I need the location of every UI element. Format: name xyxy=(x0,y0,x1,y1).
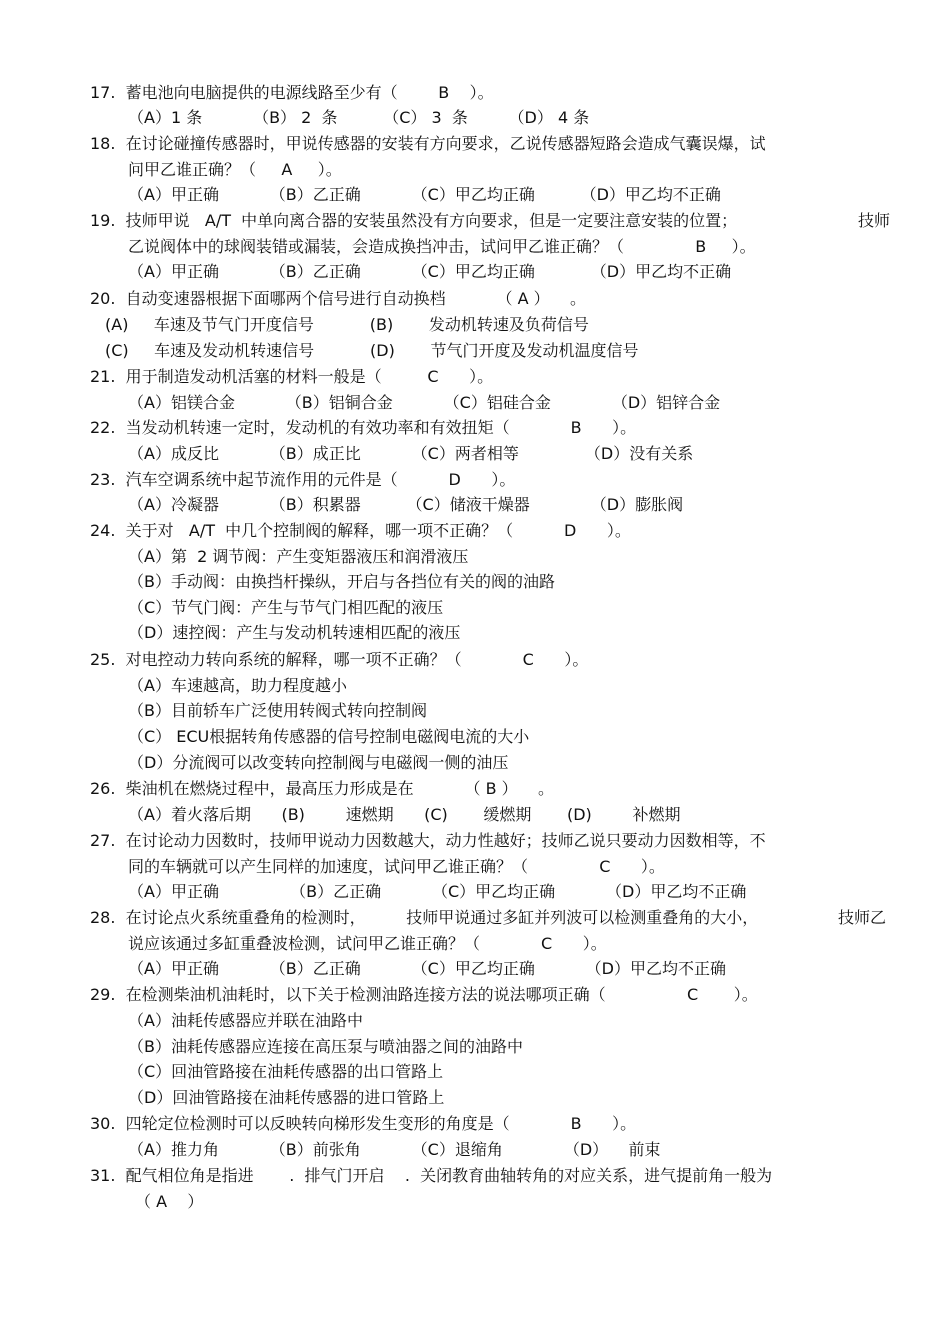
q29-option-c: （C）回油管路接在油耗传感器的出口管路上 xyxy=(128,1062,444,1081)
q21-options: （A）铝镁合金 （B）铝铜合金 （C）铝硅合金 （D）铝锌合金 xyxy=(128,393,721,412)
q31-question: 31. 配气相位角是指进 . 排气门开启 . 关闭教育曲轴转角的对应关系，进气提前角一般为 xyxy=(90,1166,773,1185)
q20-options-ab: (A) 车速及节气门开度信号 (B) 发动机转速及负荷信号 xyxy=(105,315,589,334)
q21-question: 21. 用于制造发动机活塞的材料一般是（ C ）。 xyxy=(90,367,494,386)
q17-options: （A）1 条 （B） 2 条 （C） 3 条 （D） 4 条 xyxy=(128,108,590,127)
q18-question: 18. 在讨论碰撞传感器时，甲说传感器的安装有方向要求，乙说传感器短路会造成气囊误爆，试 xyxy=(90,134,766,153)
q20-question: 20. 自动变速器根据下面哪两个信号进行自动换档 （ A ） 。 xyxy=(90,289,586,308)
q28-question-right: 技师乙 xyxy=(838,908,887,927)
q30-options: （A）推力角 （B）前张角 （C）退缩角 （D） 前束 xyxy=(128,1140,661,1159)
q22-options: （A）成反比 （B）成正比 （C）两者相等 （D）没有关系 xyxy=(128,444,694,463)
q23-options: （A）冷凝器 （B）积累器 （C）储液干燥器 （D）膨胀阀 xyxy=(128,495,684,514)
q25-question: 25. 对电控动力转向系统的解释，哪一项不正确？（ C ）。 xyxy=(90,650,589,669)
q24-question: 24. 关于对 A/T 中几个控制阀的解释，哪一项不正确？（ D ）。 xyxy=(90,521,631,540)
q28-question-cont: 说应该通过多缸重叠波检测，试问甲乙谁正确？（ C ）。 xyxy=(128,934,607,953)
q30-question: 30. 四轮定位检测时可以反映转向梯形发生变形的角度是（ B ）。 xyxy=(90,1114,637,1133)
q18-question-cont: 问甲乙谁正确？（ A ）。 xyxy=(128,160,342,179)
q19-question-right: 技师 xyxy=(858,211,891,230)
q27-options: （A）甲正确 （B）乙正确 （C）甲乙均正确 （D）甲乙均不正确 xyxy=(128,882,747,901)
q19-question: 19. 技师甲说 A/T 中单向离合器的安装虽然没有方向要求，但是一定要注意安装的位置； xyxy=(90,211,738,230)
q29-question: 29. 在检测柴油机油耗时，以下关于检测油路连接方法的说法哪项正确（ C ）。 xyxy=(90,985,758,1004)
q23-question: 23. 汽车空调系统中起节流作用的元件是（ D ）。 xyxy=(90,470,516,489)
q24-option-c: （C）节气门阀：产生与节气门相匹配的液压 xyxy=(128,598,444,617)
q22-question: 22. 当发动机转速一定时，发动机的有效功率和有效扭矩（ B ）。 xyxy=(90,418,637,437)
q25-option-a: （A）车速越高，助力程度越小 xyxy=(128,676,347,695)
q26-options: （A）着火落后期 (B) 速燃期 (C) 缓燃期 (D) 补燃期 xyxy=(128,805,681,824)
q27-question-cont: 同的车辆就可以产生同样的加速度，试问甲乙谁正确？（ C ）。 xyxy=(128,857,665,876)
q29-option-a: （A）油耗传感器应并联在油路中 xyxy=(128,1011,363,1030)
q28-options: （A）甲正确 （B）乙正确 （C）甲乙均正确 （D）甲乙均不正确 xyxy=(128,959,726,978)
q31-answer: （ A ） xyxy=(135,1192,204,1211)
q27-question: 27. 在讨论动力因数时，技师甲说动力因数越大，动力性越好；技师乙说只要动力因数相等，不 xyxy=(90,831,766,850)
q17-question: 17. 蓄电池向电脑提供的电源线路至少有（ B ）。 xyxy=(90,83,494,102)
q20-options-cd: (C) 车速及发动机转速信号 (D) 节气门开度及发动机温度信号 xyxy=(105,341,639,360)
q29-option-d: （D）回油管路接在油耗传感器的进口管路上 xyxy=(128,1088,445,1107)
q19-question-cont: 乙说阀体中的球阀装错或漏装，会造成换挡冲击，试问甲乙谁正确？（ B ）。 xyxy=(128,237,756,256)
q24-option-d: （D）速控阀：产生与发动机转速相匹配的液压 xyxy=(128,623,461,642)
q19-options: （A）甲正确 （B）乙正确 （C）甲乙均正确 （D）甲乙均不正确 xyxy=(128,262,732,281)
q25-option-d: （D）分流阀可以改变转向控制阀与电磁阀一侧的油压 xyxy=(128,753,509,772)
q25-option-b: （B）目前轿车广泛使用转阀式转向控制阀 xyxy=(128,701,427,720)
q28-question: 28. 在讨论点火系统重叠角的检测时， 技师甲说通过多缸并列波可以检测重叠角的大小， xyxy=(90,908,759,927)
q29-option-b: （B）油耗传感器应连接在高压泵与喷油器之间的油路中 xyxy=(128,1037,523,1056)
q26-question: 26. 柴油机在燃烧过程中，最高压力形成是在 （ B ） 。 xyxy=(90,779,554,798)
q24-option-b: （B）手动阀：由换挡杆操纵，开启与各挡位有关的阀的油路 xyxy=(128,572,555,591)
q18-options: （A）甲正确 （B）乙正确 （C）甲乙均正确 （D）甲乙均不正确 xyxy=(128,185,721,204)
q24-option-a: （A）第 2 调节阀：产生变矩器液压和润滑液压 xyxy=(128,547,469,566)
q25-option-c: （C） ECU根据转角传感器的信号控制电磁阀电流的大小 xyxy=(128,727,530,746)
